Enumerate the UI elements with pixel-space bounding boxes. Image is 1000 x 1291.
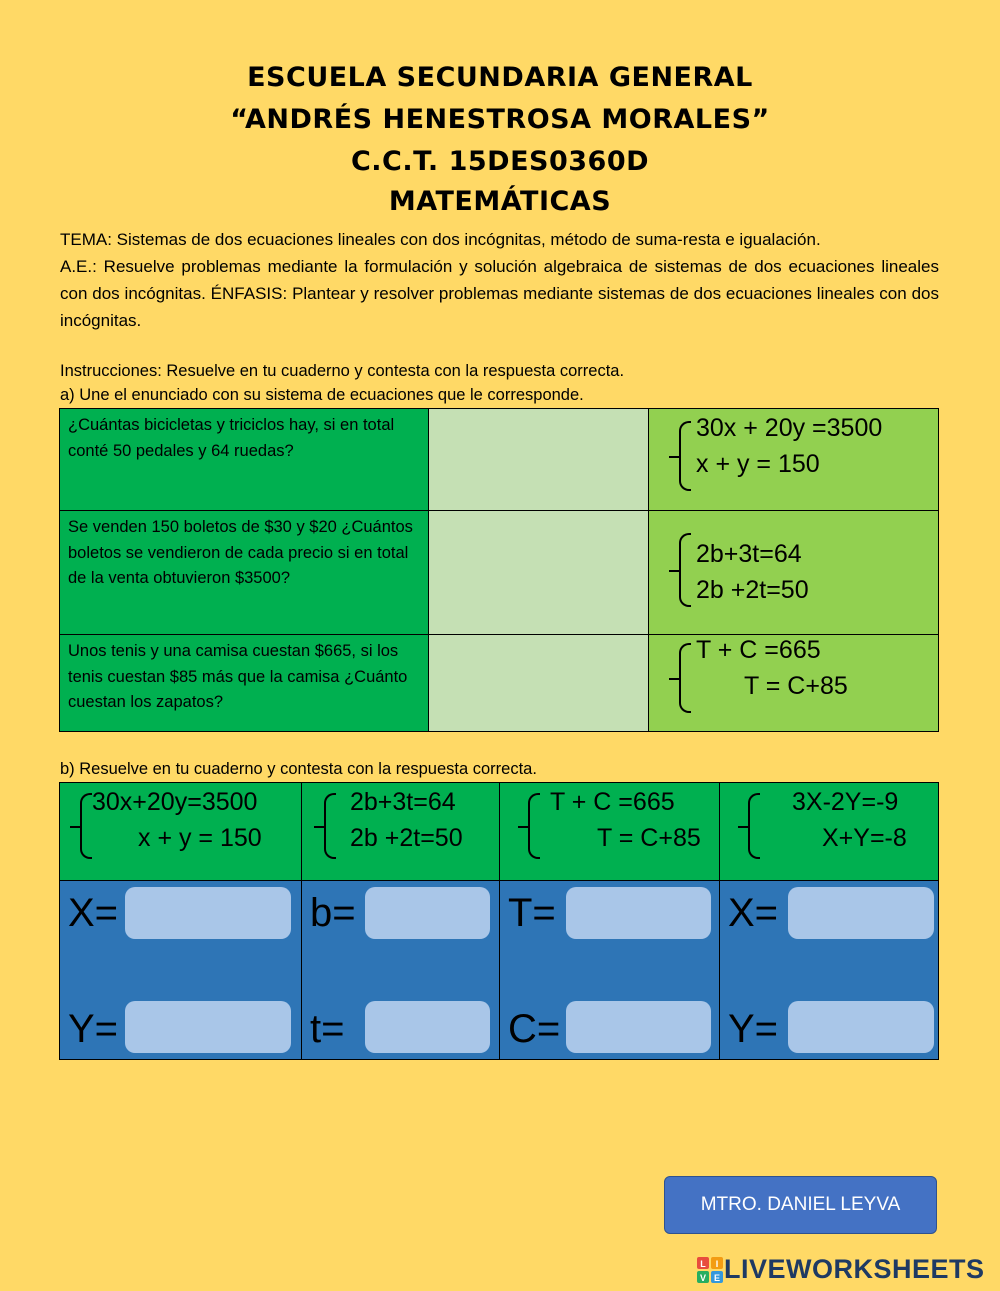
system-column — [60, 783, 302, 1059]
author-badge — [664, 1176, 937, 1234]
ae-text: A.E.: Resuelve problemas mediante la formulación y solución algebraica de sistemas de dos ecuaciones lineales con dos incógnitas. ÉNFASIS: Plantear y resolver problemas mediante sistemas de dos ecuaciones lineales con dos incógnitas. — [60, 257, 939, 330]
system-header — [500, 783, 719, 881]
svg-text:V: V — [699, 1273, 707, 1283]
table-row — [60, 510, 938, 634]
intro — [60, 226, 939, 334]
equation-2: T = C+85 — [597, 824, 701, 852]
var-label: T= — [508, 891, 556, 935]
var-label: X= — [68, 891, 119, 935]
brace-icon — [679, 643, 691, 713]
answer-input[interactable] — [365, 1001, 490, 1053]
subject-title: MATEMÁTICAS — [388, 186, 612, 217]
system-cell[interactable] — [649, 409, 938, 510]
system-header — [302, 783, 499, 881]
solve-table — [59, 782, 939, 1060]
var-label: b= — [310, 891, 356, 935]
svg-text:L: L — [700, 1259, 706, 1269]
school-line: ESCUELA SECUNDARIA GENERAL — [247, 62, 753, 93]
equation-2: 2b +2t=50 — [350, 824, 463, 852]
part-a-label: a) Une el enunciado con su sistema de ecuaciones que le corresponde. — [60, 386, 584, 404]
equation-1: T + C =665 — [696, 636, 821, 664]
var-label: Y= — [68, 1007, 119, 1051]
school-name: “ANDRÉS HENESTROSA MORALES” — [230, 104, 770, 135]
equation-1: 2b+3t=64 — [696, 540, 802, 568]
brace-icon — [748, 793, 760, 859]
matching-table — [59, 408, 939, 732]
table-row — [60, 634, 938, 731]
liveworksheets-logo-icon — [697, 1257, 723, 1283]
drop-target[interactable] — [429, 635, 649, 731]
var-label: C= — [508, 1007, 561, 1051]
answer-area — [302, 881, 499, 1059]
answer-input[interactable] — [125, 1001, 291, 1053]
answer-input[interactable] — [788, 1001, 934, 1053]
tema-text: TEMA: Sistemas de dos ecuaciones lineales con dos incógnitas, método de suma-resta e igualación. — [60, 230, 821, 249]
system-header — [720, 783, 938, 881]
author-name: MTRO. DANIEL LEYVA — [700, 1194, 901, 1215]
answer-input[interactable] — [788, 887, 934, 939]
liveworksheets-logo-text[interactable]: LIVEWORKSHEETS — [724, 1254, 985, 1284]
question-cell: ¿Cuántas bicicletas y triciclos hay, si en total conté 50 pedales y 64 ruedas? — [60, 409, 429, 510]
answer-area — [720, 881, 938, 1059]
svg-text:I: I — [715, 1259, 719, 1269]
answer-input[interactable] — [566, 1001, 711, 1053]
answer-input[interactable] — [365, 887, 490, 939]
var-label: t= — [310, 1007, 345, 1051]
answer-input[interactable] — [125, 887, 291, 939]
var-label: Y= — [728, 1007, 779, 1051]
drop-target[interactable] — [429, 511, 649, 634]
brace-icon — [679, 533, 691, 607]
part-b-label: b) Resuelve en tu cuaderno y contesta con la respuesta correcta. — [60, 760, 537, 778]
equation-2: T = C+85 — [744, 672, 848, 700]
answer-area — [60, 881, 301, 1059]
equation-1: 3X-2Y=-9 — [792, 788, 899, 816]
system-column — [500, 783, 720, 1059]
instructions: Instrucciones: Resuelve en tu cuaderno y contesta con la respuesta correcta. — [60, 362, 625, 380]
equation-2: x + y = 150 — [696, 450, 820, 478]
answer-input[interactable] — [566, 887, 711, 939]
system-column — [720, 783, 938, 1059]
equation-1: T + C =665 — [550, 788, 675, 816]
brace-icon — [324, 793, 336, 859]
brace-icon — [80, 793, 92, 859]
equation-2: x + y = 150 — [138, 824, 262, 852]
question-cell: Unos tenis y una camisa cuestan $665, si los tenis cuestan $85 más que la camisa ¿Cuánto cuestan los zapatos? — [60, 635, 429, 731]
system-cell[interactable] — [649, 635, 938, 731]
question-cell: Se venden 150 boletos de $30 y $20 ¿Cuántos boletos se vendieron de cada precio si en total de la venta obtuvieron $3500? — [60, 511, 429, 634]
equation-1: 30x + 20y =3500 — [696, 414, 883, 442]
equation-2: 2b +2t=50 — [696, 576, 809, 604]
cct-code: C.C.T. 15DES0360D — [350, 146, 650, 177]
var-label: X= — [728, 891, 779, 935]
answer-area — [500, 881, 719, 1059]
brace-icon — [528, 793, 540, 859]
table-row — [60, 409, 938, 510]
svg-text:E: E — [713, 1273, 721, 1283]
equation-1: 2b+3t=64 — [350, 788, 456, 816]
brace-icon — [679, 421, 691, 491]
equation-1: 30x+20y=3500 — [92, 788, 258, 816]
system-cell[interactable] — [649, 511, 938, 634]
equation-2: X+Y=-8 — [822, 824, 907, 852]
drop-target[interactable] — [429, 409, 649, 510]
system-header — [60, 783, 301, 881]
system-column — [302, 783, 500, 1059]
